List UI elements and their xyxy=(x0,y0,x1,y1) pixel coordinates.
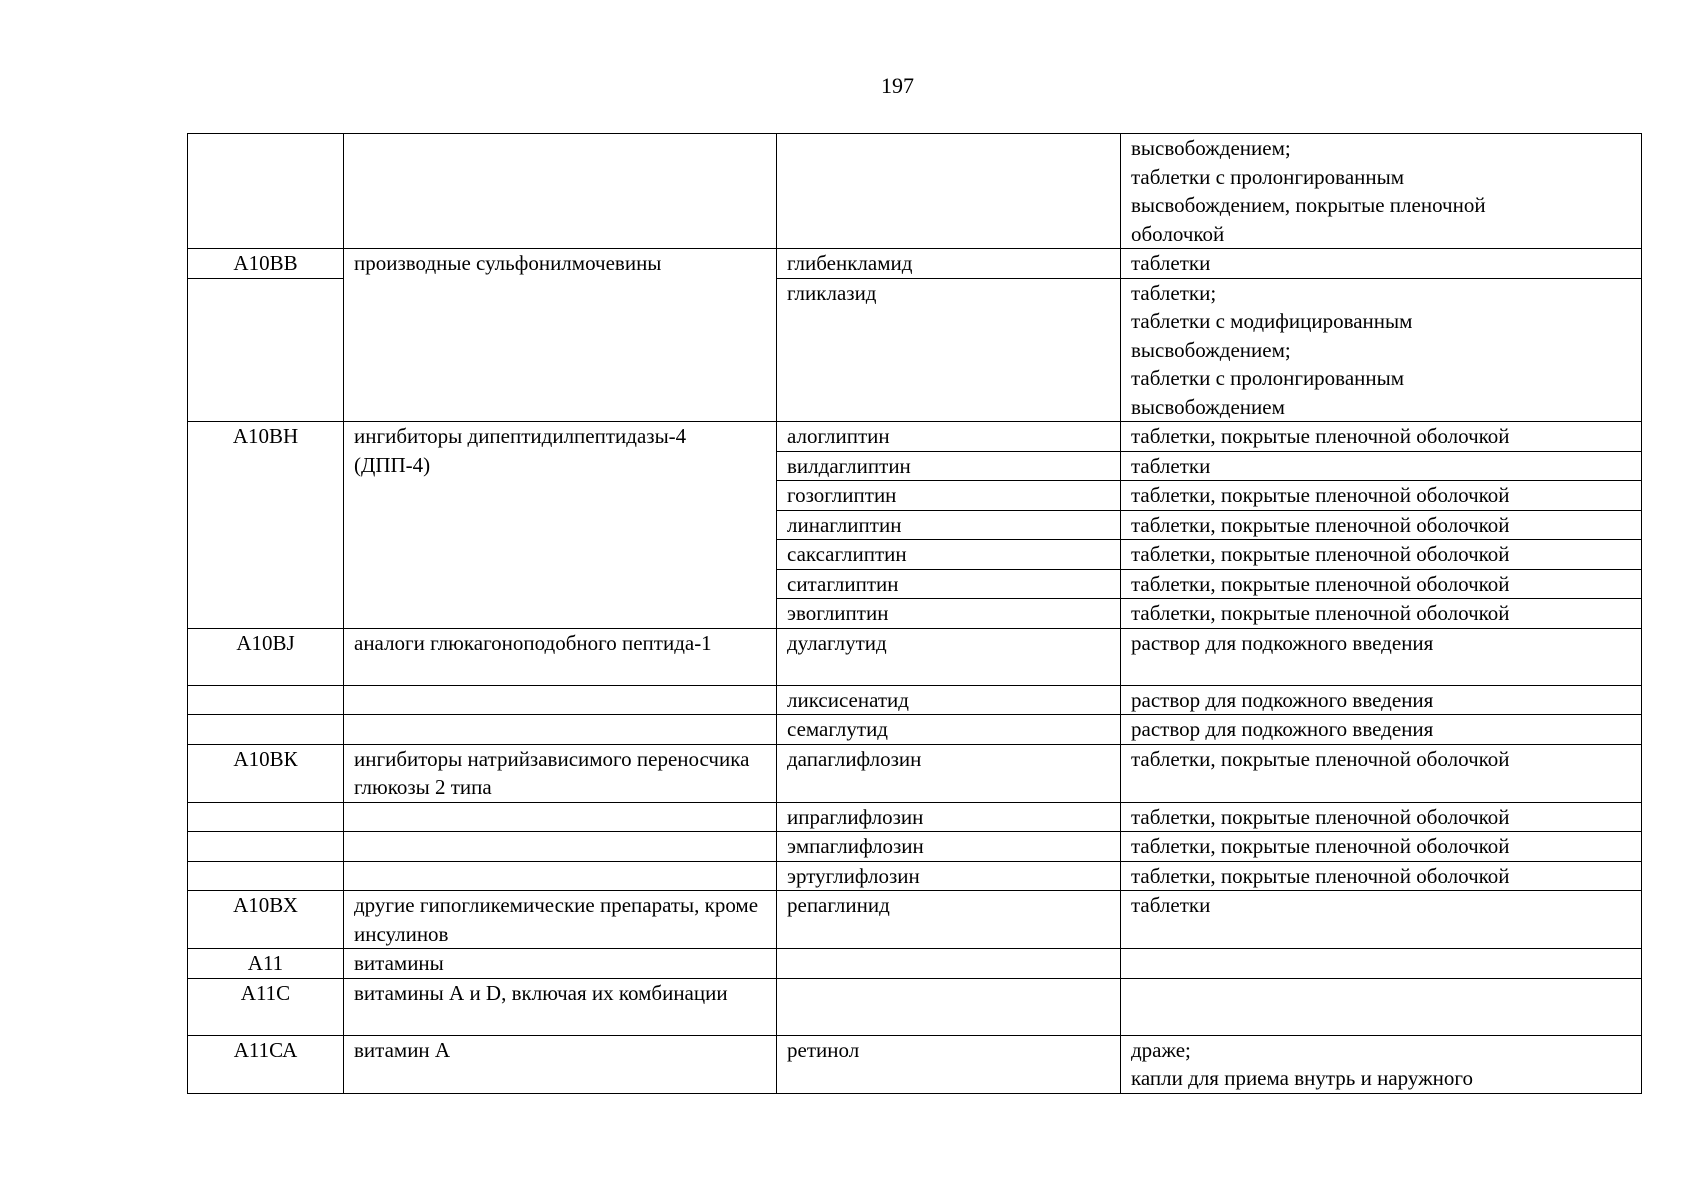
group-cell: витамины А и D, включая их комбинации xyxy=(344,978,777,1035)
atc-code-cell: А10ВХ xyxy=(188,891,344,949)
drug-cell: ретинол xyxy=(777,1035,1121,1093)
drug-cell: саксаглиптин xyxy=(777,540,1121,570)
dosage-form-line: таблетки xyxy=(1131,453,1211,478)
dosage-form-cell xyxy=(1121,685,1642,715)
drug-cell: алоглиптин xyxy=(777,422,1121,452)
group-cell xyxy=(344,715,777,745)
dosage-form-line: таблетки с модифицированным xyxy=(1131,309,1413,333)
table-row xyxy=(188,861,1642,891)
group-cell: ингибиторы натрийзависимого переносчика глюкозы 2 типа xyxy=(344,744,777,802)
dosage-form-line: таблетки, покрытые пленочной оболочкой xyxy=(1131,542,1510,566)
table-row xyxy=(188,802,1642,832)
dosage-form-line: таблетки, покрытые пленочной оболочкой xyxy=(1131,863,1510,888)
dosage-form-cell xyxy=(1121,569,1642,599)
drug-cell xyxy=(777,978,1121,1035)
table-row xyxy=(188,949,1642,979)
drug-table xyxy=(187,133,1642,1094)
dosage-form-line: раствор для подкожного введения xyxy=(1131,687,1434,712)
dosage-form-line: таблетки с пролонгированным xyxy=(1131,366,1405,390)
dosage-form-line: раствор для подкожного введения xyxy=(1131,717,1434,741)
drug-cell: глибенкламид xyxy=(777,249,1121,279)
dosage-form-cell xyxy=(1121,949,1642,979)
dosage-form-cell xyxy=(1121,891,1642,949)
drug-cell: эртуглифлозин xyxy=(777,861,1121,891)
atc-code-cell: А10ВВ xyxy=(188,249,344,279)
group-cell: другие гипогликемические препараты, кроме инсулинов xyxy=(344,891,777,949)
group-cell xyxy=(344,685,777,715)
dosage-form-line: таблетки xyxy=(1131,251,1211,275)
dosage-form-cell xyxy=(1121,422,1642,452)
drug-cell: гозоглиптин xyxy=(777,481,1121,511)
dosage-form-cell xyxy=(1121,1035,1642,1093)
table-row xyxy=(188,744,1642,802)
drug-cell: вилдаглиптин xyxy=(777,451,1121,481)
drug-cell xyxy=(777,949,1121,979)
dosage-form-cell xyxy=(1121,861,1642,891)
atc-code-cell xyxy=(188,278,344,422)
dosage-form-cell xyxy=(1121,832,1642,862)
dosage-form-line: таблетки, покрытые пленочной оболочкой xyxy=(1131,601,1510,625)
atc-code-cell: А11С xyxy=(188,978,344,1035)
dosage-form-line: капли для приема внутрь и наружного xyxy=(1131,1066,1473,1090)
table-row xyxy=(188,628,1642,685)
dosage-form-cell xyxy=(1121,278,1642,422)
dosage-form-line: высвобождением; xyxy=(1131,337,1291,362)
drug-cell: эмпаглифлозин xyxy=(777,832,1121,862)
dosage-form-line: высвобождением, покрытые пленочной xyxy=(1131,193,1486,217)
drug-cell: дапаглифлозин xyxy=(777,744,1121,802)
atc-code-cell xyxy=(188,685,344,715)
table-row xyxy=(188,978,1642,1035)
group-cell: витамин А xyxy=(344,1035,777,1093)
atc-code-cell xyxy=(188,134,344,249)
drug-cell: ипраглифлозин xyxy=(777,802,1121,832)
dosage-form-cell xyxy=(1121,249,1642,279)
group-cell xyxy=(344,802,777,832)
drug-cell: дулаглутид xyxy=(777,628,1121,685)
dosage-form-cell xyxy=(1121,628,1642,685)
atc-code-cell: А10ВН xyxy=(188,422,344,629)
group-cell: ингибиторы дипептидилпептидазы-4 (ДПП-4) xyxy=(344,422,777,629)
dosage-form-cell xyxy=(1121,802,1642,832)
atc-code-cell xyxy=(188,832,344,862)
dosage-form-line: высвобождением; xyxy=(1131,136,1291,160)
group-cell xyxy=(344,134,777,249)
drug-cell: ситаглиптин xyxy=(777,569,1121,599)
dosage-form-cell xyxy=(1121,481,1642,511)
group-cell xyxy=(344,832,777,862)
atc-code-cell: А10ВJ xyxy=(188,628,344,685)
dosage-form-cell xyxy=(1121,540,1642,570)
dosage-form-cell xyxy=(1121,451,1642,481)
page-number: 197 xyxy=(881,73,914,98)
dosage-form-line: таблетки, покрытые пленочной оболочкой xyxy=(1131,571,1510,596)
dosage-form-cell xyxy=(1121,134,1642,249)
atc-code-cell xyxy=(188,715,344,745)
dosage-form-line: таблетки, покрытые пленочной оболочкой xyxy=(1131,804,1510,829)
drug-cell: линаглиптин xyxy=(777,510,1121,540)
table-row xyxy=(188,715,1642,745)
atc-code-cell xyxy=(188,802,344,832)
dosage-form-line: таблетки xyxy=(1131,893,1211,917)
atc-code-cell: А11 xyxy=(188,949,344,979)
drug-cell: гликлазид xyxy=(777,278,1121,422)
table-row xyxy=(188,685,1642,715)
dosage-form-line: таблетки, покрытые пленочной оболочкой xyxy=(1131,834,1510,858)
drug-cell: семаглутид xyxy=(777,715,1121,745)
table-row xyxy=(188,1035,1642,1093)
dosage-form-line: таблетки с пролонгированным xyxy=(1131,164,1405,189)
dosage-form-line: оболочкой xyxy=(1131,221,1225,246)
group-cell: аналоги глюкагоноподобного пептида-1 xyxy=(344,628,777,685)
dosage-form-line: таблетки; xyxy=(1131,280,1217,305)
group-cell: витамины xyxy=(344,949,777,979)
table-row xyxy=(188,134,1642,249)
dosage-form-cell xyxy=(1121,744,1642,802)
dosage-form-line: таблетки, покрытые пленочной оболочкой xyxy=(1131,424,1510,448)
atc-code-cell: А11СА xyxy=(188,1035,344,1093)
table-row xyxy=(188,249,1642,279)
dosage-form-line: драже; xyxy=(1131,1037,1191,1062)
table-row xyxy=(188,891,1642,949)
table-row xyxy=(188,422,1642,452)
dosage-form-line: таблетки, покрытые пленочной оболочкой xyxy=(1131,512,1510,537)
atc-code-cell xyxy=(188,861,344,891)
drug-cell: репаглинид xyxy=(777,891,1121,949)
dosage-form-line: раствор для подкожного введения xyxy=(1131,630,1434,655)
table-row xyxy=(188,832,1642,862)
dosage-form-line: высвобождением xyxy=(1131,394,1285,419)
drug-cell: ликсисенатид xyxy=(777,685,1121,715)
dosage-form-line: таблетки, покрытые пленочной оболочкой xyxy=(1131,746,1510,771)
dosage-form-cell xyxy=(1121,978,1642,1035)
dosage-form-cell xyxy=(1121,599,1642,629)
dosage-form-cell xyxy=(1121,715,1642,745)
group-cell xyxy=(344,861,777,891)
dosage-form-line: таблетки, покрытые пленочной оболочкой xyxy=(1131,483,1510,507)
drug-cell: эвоглиптин xyxy=(777,599,1121,629)
group-cell: производные сульфонилмочевины xyxy=(344,249,777,422)
dosage-form-cell xyxy=(1121,510,1642,540)
atc-code-cell: А10ВК xyxy=(188,744,344,802)
drug-cell xyxy=(777,134,1121,249)
